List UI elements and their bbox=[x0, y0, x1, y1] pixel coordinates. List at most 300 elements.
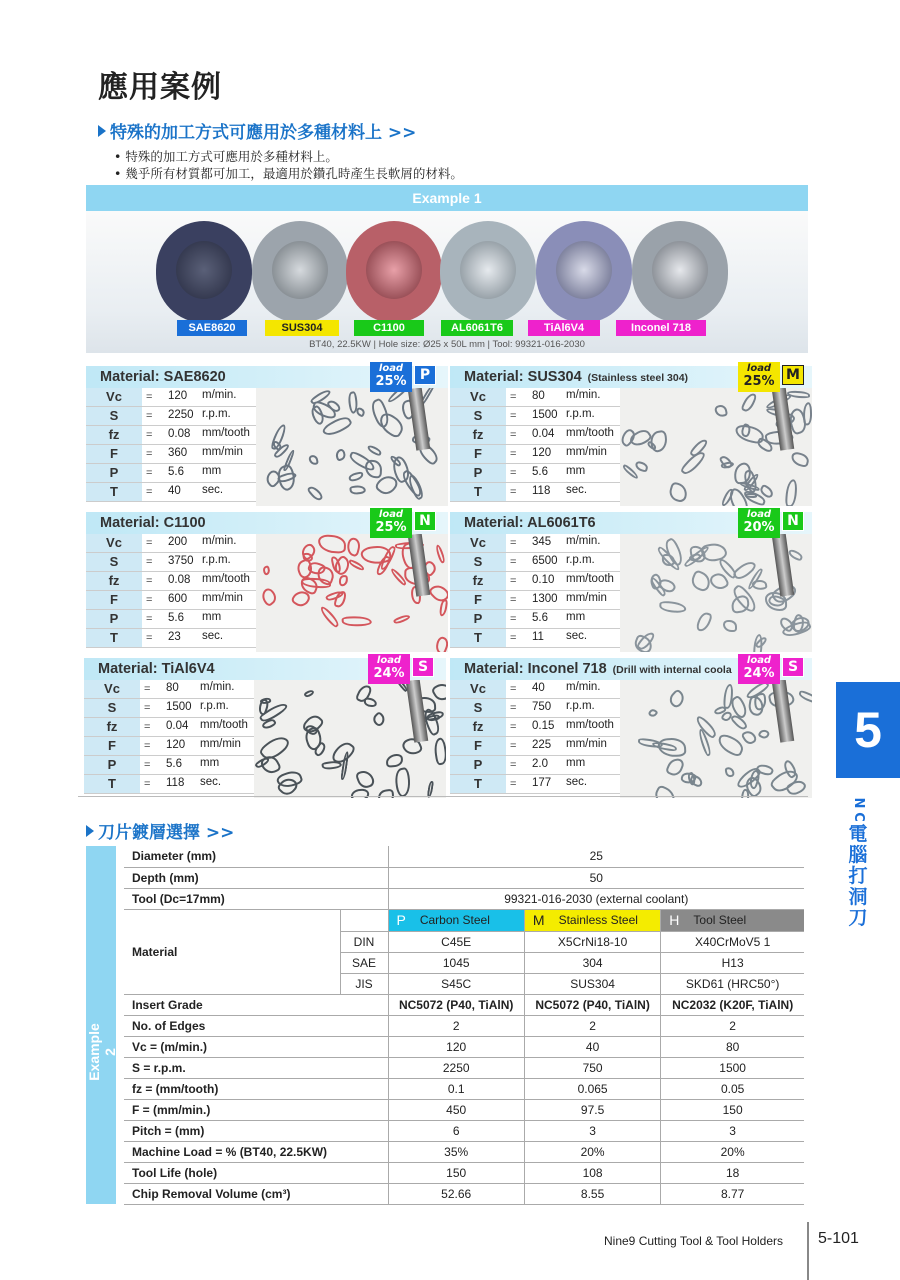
param-key: T bbox=[86, 483, 142, 501]
param-row bbox=[450, 407, 620, 426]
triangle-bullet-icon bbox=[98, 125, 106, 137]
param-row bbox=[84, 756, 254, 775]
bullet-item: • 特殊的加工方式可應用於多種材料上。 bbox=[114, 148, 463, 165]
row-value: 99321-016-2030 (external coolant) bbox=[388, 888, 804, 909]
param-row bbox=[450, 553, 620, 572]
section-heading-coating bbox=[86, 818, 234, 843]
row-label: Vc = (m/min.) bbox=[124, 1036, 388, 1057]
param-unit: mm/min bbox=[200, 738, 241, 750]
iso-grade-badge: S bbox=[412, 657, 434, 677]
vertical-char: N bbox=[851, 797, 866, 809]
row-label: Chip Removal Volume (cm³) bbox=[124, 1183, 388, 1204]
param-row bbox=[450, 680, 620, 699]
material-card bbox=[86, 509, 448, 652]
iso-grade-badge: S bbox=[782, 657, 804, 677]
metal-chip bbox=[714, 404, 728, 418]
param-row bbox=[84, 680, 254, 699]
load-indicator bbox=[738, 508, 780, 538]
param-key: F bbox=[86, 445, 142, 463]
card-title-text: Material: Inconel 718 bbox=[464, 661, 607, 677]
material-card bbox=[450, 509, 812, 652]
param-key: Vc bbox=[86, 388, 142, 406]
param-unit: m/min. bbox=[202, 389, 237, 401]
param-key: Vc bbox=[84, 680, 140, 698]
row-label: Machine Load = % (BT40, 22.5KW) bbox=[124, 1141, 388, 1162]
param-row bbox=[86, 629, 256, 648]
coating-selection-table bbox=[124, 846, 804, 1205]
metal-chip bbox=[348, 558, 366, 571]
bullet-item: • 幾乎所有材質都可加工，最適用於鑽孔時產生長軟屑的材料。 bbox=[114, 165, 463, 182]
param-key: P bbox=[450, 756, 506, 774]
param-row bbox=[86, 445, 256, 464]
load-percent: 24% bbox=[373, 666, 405, 681]
standard-value: C45E bbox=[388, 931, 524, 952]
param-value: 5.6 bbox=[168, 466, 184, 478]
param-value: 345 bbox=[532, 536, 552, 548]
metal-chip bbox=[667, 480, 690, 503]
param-unit: m/min. bbox=[566, 389, 601, 401]
category-cell bbox=[389, 910, 524, 931]
standard-value: S45C bbox=[388, 973, 524, 994]
example1-band: Example 1 bbox=[86, 185, 808, 211]
tube-sae8620-image bbox=[156, 221, 252, 323]
param-value: 40 bbox=[532, 682, 545, 694]
intro-bullet-list bbox=[114, 148, 463, 182]
row-value: 8.55 bbox=[524, 1183, 660, 1204]
param-value: 120 bbox=[168, 390, 188, 402]
param-value: 80 bbox=[166, 682, 179, 694]
row-value: 150 bbox=[661, 1099, 804, 1120]
param-key: S bbox=[450, 699, 506, 717]
category-name: Carbon Steel bbox=[419, 913, 490, 927]
param-value: 2250 bbox=[168, 409, 194, 421]
param-key: T bbox=[84, 775, 140, 793]
param-row bbox=[86, 610, 256, 629]
row-value: 150 bbox=[388, 1162, 524, 1183]
chips-photo bbox=[256, 534, 448, 652]
load-percent: 25% bbox=[375, 374, 407, 389]
param-key: fz bbox=[84, 718, 140, 736]
chips-photo bbox=[254, 680, 446, 798]
param-equals: = bbox=[146, 467, 153, 479]
param-value: 2.0 bbox=[532, 758, 548, 770]
standard-value: X5CrNi18-10 bbox=[524, 931, 660, 952]
param-equals: = bbox=[510, 391, 517, 403]
param-unit: r.p.m. bbox=[566, 700, 595, 712]
standard-name: DIN bbox=[340, 931, 388, 952]
param-value: 0.08 bbox=[168, 428, 191, 440]
param-value: 750 bbox=[532, 701, 552, 713]
metal-chip bbox=[724, 766, 735, 777]
example1-caption: BT40, 22.5KW | Hole size: Ø25 x 50L mm | Tool: 99321-016-2030 bbox=[309, 339, 585, 350]
param-value: 5.6 bbox=[532, 466, 548, 478]
example2-side-band bbox=[86, 846, 116, 1204]
metal-chip bbox=[365, 460, 382, 479]
row-value: 0.1 bbox=[388, 1078, 524, 1099]
row-label: S = r.p.m. bbox=[124, 1057, 388, 1078]
row-value: 450 bbox=[388, 1099, 524, 1120]
param-equals: = bbox=[510, 429, 517, 441]
load-percent: 24% bbox=[743, 666, 775, 681]
param-key: Vc bbox=[86, 534, 142, 552]
load-badge bbox=[738, 508, 806, 538]
row-label: Insert Grade bbox=[124, 994, 388, 1015]
chips-photo bbox=[256, 388, 448, 506]
param-unit: mm/min bbox=[566, 446, 607, 458]
drill-tool-image bbox=[772, 680, 794, 743]
iso-grade-badge: P bbox=[414, 365, 436, 385]
param-unit: mm bbox=[566, 465, 586, 477]
param-equals: = bbox=[144, 683, 151, 695]
metal-chip bbox=[754, 693, 767, 711]
row-value: 2 bbox=[388, 1015, 524, 1036]
param-unit: mm/tooth bbox=[200, 719, 248, 731]
table-row bbox=[124, 994, 804, 1015]
table-row bbox=[124, 867, 804, 888]
iso-grade-badge: N bbox=[414, 511, 436, 531]
param-value: 11 bbox=[532, 631, 544, 643]
row-value: 120 bbox=[388, 1036, 524, 1057]
table-row bbox=[124, 909, 804, 931]
standard-value: 304 bbox=[524, 952, 660, 973]
metal-chip bbox=[740, 391, 758, 413]
param-equals: = bbox=[146, 575, 153, 587]
param-key: S bbox=[86, 553, 142, 571]
row-value: 40 bbox=[524, 1036, 660, 1057]
row-value: 0.065 bbox=[524, 1078, 660, 1099]
param-value: 360 bbox=[168, 447, 188, 459]
row-label: Pitch = (mm) bbox=[124, 1120, 388, 1141]
param-value: 600 bbox=[168, 593, 188, 605]
standard-value: 1045 bbox=[388, 952, 524, 973]
metal-chip bbox=[262, 565, 272, 576]
metal-chip bbox=[259, 586, 280, 607]
load-percent: 25% bbox=[743, 374, 775, 389]
row-label: fz = (mm/tooth) bbox=[124, 1078, 388, 1099]
param-row bbox=[86, 464, 256, 483]
metal-chip bbox=[634, 460, 649, 472]
metal-chip bbox=[307, 484, 324, 502]
param-unit: sec. bbox=[202, 630, 224, 642]
param-row bbox=[450, 445, 620, 464]
chips-photo bbox=[620, 680, 812, 798]
param-row bbox=[86, 407, 256, 426]
param-key: fz bbox=[450, 572, 506, 590]
param-unit: mm bbox=[202, 611, 222, 623]
param-value: 5.6 bbox=[166, 758, 182, 770]
param-key: T bbox=[86, 629, 142, 647]
param-row bbox=[86, 534, 256, 553]
load-label: load bbox=[376, 655, 402, 666]
load-label: load bbox=[378, 509, 404, 520]
param-key: P bbox=[450, 610, 506, 628]
table-row bbox=[124, 888, 804, 909]
param-key: T bbox=[450, 629, 506, 647]
param-equals: = bbox=[510, 448, 517, 460]
category-cell bbox=[525, 910, 660, 931]
param-unit: mm bbox=[202, 465, 222, 477]
param-unit: r.p.m. bbox=[566, 408, 595, 420]
load-indicator bbox=[370, 362, 412, 392]
tube-sus304-image bbox=[252, 221, 348, 323]
card-title-text: Material: SAE8620 bbox=[100, 369, 226, 385]
param-equals: = bbox=[510, 632, 517, 644]
param-equals: = bbox=[510, 778, 517, 790]
iso-letter: M bbox=[532, 912, 545, 928]
param-row bbox=[450, 775, 620, 794]
table-row bbox=[124, 1120, 804, 1141]
param-equals: = bbox=[144, 721, 151, 733]
metal-chip bbox=[364, 698, 377, 708]
row-value: 2 bbox=[524, 1015, 660, 1036]
page-title: 應用案例 bbox=[98, 70, 222, 105]
metal-chip bbox=[434, 544, 446, 564]
param-equals: = bbox=[146, 632, 153, 644]
param-unit: sec. bbox=[566, 630, 588, 642]
tube-tial6v4-image bbox=[536, 221, 632, 323]
metal-chip bbox=[752, 579, 768, 591]
param-value: 200 bbox=[168, 536, 188, 548]
load-badge bbox=[370, 362, 438, 392]
table-row bbox=[124, 1099, 804, 1120]
param-value: 5.6 bbox=[532, 612, 548, 624]
load-label: load bbox=[746, 363, 772, 374]
row-value: 108 bbox=[524, 1162, 660, 1183]
category-name: Stainless Steel bbox=[558, 913, 638, 927]
metal-chip bbox=[392, 613, 410, 626]
card-title-text: Material: AL6061T6 bbox=[464, 515, 596, 531]
param-value: 118 bbox=[532, 485, 551, 497]
row-label: No. of Edges bbox=[124, 1015, 388, 1036]
row-label: Tool (Dc=17mm) bbox=[124, 888, 388, 909]
table-row bbox=[124, 1015, 804, 1036]
param-unit: mm bbox=[566, 611, 586, 623]
metal-chip bbox=[366, 444, 383, 456]
triangle-bullet-icon bbox=[86, 825, 94, 837]
row-value: 20% bbox=[661, 1141, 804, 1162]
param-row bbox=[450, 718, 620, 737]
param-value: 6500 bbox=[532, 555, 558, 567]
metal-chip bbox=[648, 708, 659, 719]
material-card bbox=[84, 655, 446, 798]
param-key: S bbox=[84, 699, 140, 717]
row-value: 20% bbox=[524, 1141, 660, 1162]
param-value: 118 bbox=[166, 777, 185, 789]
param-equals: = bbox=[510, 594, 517, 606]
param-unit: mm/min bbox=[566, 592, 607, 604]
metal-chip bbox=[757, 727, 771, 740]
param-equals: = bbox=[510, 702, 517, 714]
load-indicator bbox=[368, 654, 410, 684]
param-key: fz bbox=[450, 718, 506, 736]
divider bbox=[78, 796, 808, 797]
load-badge bbox=[370, 508, 438, 538]
standard-blank bbox=[340, 909, 388, 931]
row-label: Depth (mm) bbox=[124, 867, 388, 888]
param-value: 1500 bbox=[166, 701, 192, 713]
standard-value: X40CrMoV5 1 bbox=[661, 931, 804, 952]
param-row bbox=[86, 553, 256, 572]
row-value: 50 bbox=[388, 867, 804, 888]
param-key: Vc bbox=[450, 680, 506, 698]
category-name: Tool Steel bbox=[693, 913, 747, 927]
material-label: Material bbox=[124, 909, 340, 994]
param-equals: = bbox=[510, 613, 517, 625]
load-indicator bbox=[370, 508, 412, 538]
param-value: 23 bbox=[168, 631, 181, 643]
example2-label: Example 2 bbox=[86, 1023, 118, 1081]
param-unit: r.p.m. bbox=[202, 408, 231, 420]
card-subtitle: (Stainless steel 304) bbox=[587, 372, 689, 384]
metal-chip bbox=[787, 548, 804, 561]
param-key: T bbox=[450, 775, 506, 793]
param-key: fz bbox=[450, 426, 506, 444]
standard-value: H13 bbox=[661, 952, 804, 973]
tube-c1100-image bbox=[346, 221, 442, 323]
param-equals: = bbox=[144, 778, 151, 790]
vertical-char: C bbox=[851, 812, 866, 822]
param-unit: m/min. bbox=[200, 681, 235, 693]
param-value: 0.04 bbox=[166, 720, 189, 732]
card-title-text: Material: TiAl6V4 bbox=[98, 661, 215, 677]
vertical-char: 打 bbox=[848, 865, 868, 887]
param-equals: = bbox=[146, 429, 153, 441]
param-row bbox=[450, 756, 620, 775]
section-heading-text: 刀片鍍層選擇 >> bbox=[98, 823, 235, 843]
metal-chip bbox=[695, 610, 713, 633]
param-key: F bbox=[450, 737, 506, 755]
row-value: 0.05 bbox=[661, 1078, 804, 1099]
param-key: P bbox=[86, 464, 142, 482]
metal-chip bbox=[688, 774, 704, 788]
vertical-char: 刀 bbox=[848, 907, 868, 929]
param-unit: mm/min bbox=[202, 446, 243, 458]
param-unit: sec. bbox=[566, 776, 588, 788]
param-equals: = bbox=[144, 740, 151, 752]
row-value: 8.77 bbox=[661, 1183, 804, 1204]
standard-value: SKD61 (HRC50°) bbox=[661, 973, 804, 994]
table-row bbox=[124, 1036, 804, 1057]
metal-chip bbox=[797, 690, 812, 705]
param-key: P bbox=[86, 610, 142, 628]
param-unit: mm/tooth bbox=[566, 719, 614, 731]
param-row bbox=[450, 464, 620, 483]
material-tag: SAE8620 bbox=[177, 320, 247, 336]
material-card bbox=[450, 655, 812, 798]
metal-chip bbox=[317, 534, 346, 554]
param-row bbox=[450, 534, 620, 553]
tube-al6061-image bbox=[440, 221, 536, 323]
table-row bbox=[124, 1141, 804, 1162]
chips-photo bbox=[620, 534, 812, 652]
load-badge bbox=[738, 362, 806, 392]
param-unit: r.p.m. bbox=[202, 554, 231, 566]
material-category-header bbox=[661, 909, 804, 931]
vertical-char: 洞 bbox=[848, 886, 868, 908]
load-label: load bbox=[378, 363, 404, 374]
param-equals: = bbox=[144, 702, 151, 714]
metal-chip bbox=[342, 615, 372, 626]
table-row bbox=[124, 1078, 804, 1099]
param-equals: = bbox=[510, 575, 517, 587]
material-tag: AL6061T6 bbox=[441, 320, 513, 336]
param-equals: = bbox=[510, 537, 517, 549]
param-unit: mm/tooth bbox=[566, 573, 614, 585]
metal-chip bbox=[309, 454, 320, 465]
param-row bbox=[84, 775, 254, 794]
drill-tool-image bbox=[772, 534, 794, 597]
material-tag: SUS304 bbox=[265, 320, 339, 336]
param-unit: r.p.m. bbox=[200, 700, 229, 712]
param-equals: = bbox=[146, 613, 153, 625]
param-equals: = bbox=[146, 486, 153, 498]
load-percent: 20% bbox=[743, 520, 775, 535]
param-equals: = bbox=[510, 556, 517, 568]
param-equals: = bbox=[510, 486, 517, 498]
param-unit: mm/tooth bbox=[566, 427, 614, 439]
param-unit: mm/tooth bbox=[202, 573, 250, 585]
param-equals: = bbox=[510, 721, 517, 733]
param-row bbox=[450, 483, 620, 502]
vertical-char: 腦 bbox=[848, 844, 868, 866]
param-key: fz bbox=[86, 426, 142, 444]
param-row bbox=[450, 388, 620, 407]
row-value: 80 bbox=[661, 1036, 804, 1057]
row-value: 2 bbox=[661, 1015, 804, 1036]
param-value: 5.6 bbox=[168, 612, 184, 624]
standard-value: SUS304 bbox=[524, 973, 660, 994]
param-key: S bbox=[450, 553, 506, 571]
param-key: S bbox=[450, 407, 506, 425]
param-value: 225 bbox=[532, 739, 552, 751]
table-row bbox=[124, 1183, 804, 1204]
row-value: 3 bbox=[524, 1120, 660, 1141]
param-row bbox=[86, 483, 256, 502]
param-row bbox=[450, 572, 620, 591]
material-tag: C1100 bbox=[354, 320, 424, 336]
metal-chip bbox=[433, 636, 448, 652]
param-equals: = bbox=[146, 448, 153, 460]
param-equals: = bbox=[510, 410, 517, 422]
param-unit: sec. bbox=[566, 484, 588, 496]
material-category-header bbox=[524, 909, 660, 931]
param-equals: = bbox=[146, 410, 153, 422]
param-unit: sec. bbox=[202, 484, 224, 496]
param-value: 0.04 bbox=[532, 428, 555, 440]
param-equals: = bbox=[146, 556, 153, 568]
load-label: load bbox=[746, 509, 772, 520]
param-row bbox=[450, 629, 620, 648]
tube-inconel-image bbox=[632, 221, 728, 323]
metal-chip bbox=[648, 430, 668, 454]
standard-name: SAE bbox=[340, 952, 388, 973]
param-value: 1500 bbox=[532, 409, 558, 421]
param-unit: r.p.m. bbox=[566, 554, 595, 566]
iso-grade-badge: M bbox=[782, 365, 804, 385]
param-equals: = bbox=[146, 391, 153, 403]
param-value: 1300 bbox=[532, 593, 558, 605]
metal-chip bbox=[371, 710, 388, 727]
section-heading-special-machining bbox=[98, 118, 416, 143]
category-cell bbox=[661, 910, 804, 931]
row-label: F = (mm/min.) bbox=[124, 1099, 388, 1120]
footer-divider bbox=[807, 1222, 809, 1280]
metal-chip bbox=[689, 569, 713, 593]
metal-chip bbox=[393, 767, 412, 798]
metal-chip bbox=[433, 737, 446, 765]
param-equals: = bbox=[510, 683, 517, 695]
metal-chip bbox=[790, 451, 811, 468]
